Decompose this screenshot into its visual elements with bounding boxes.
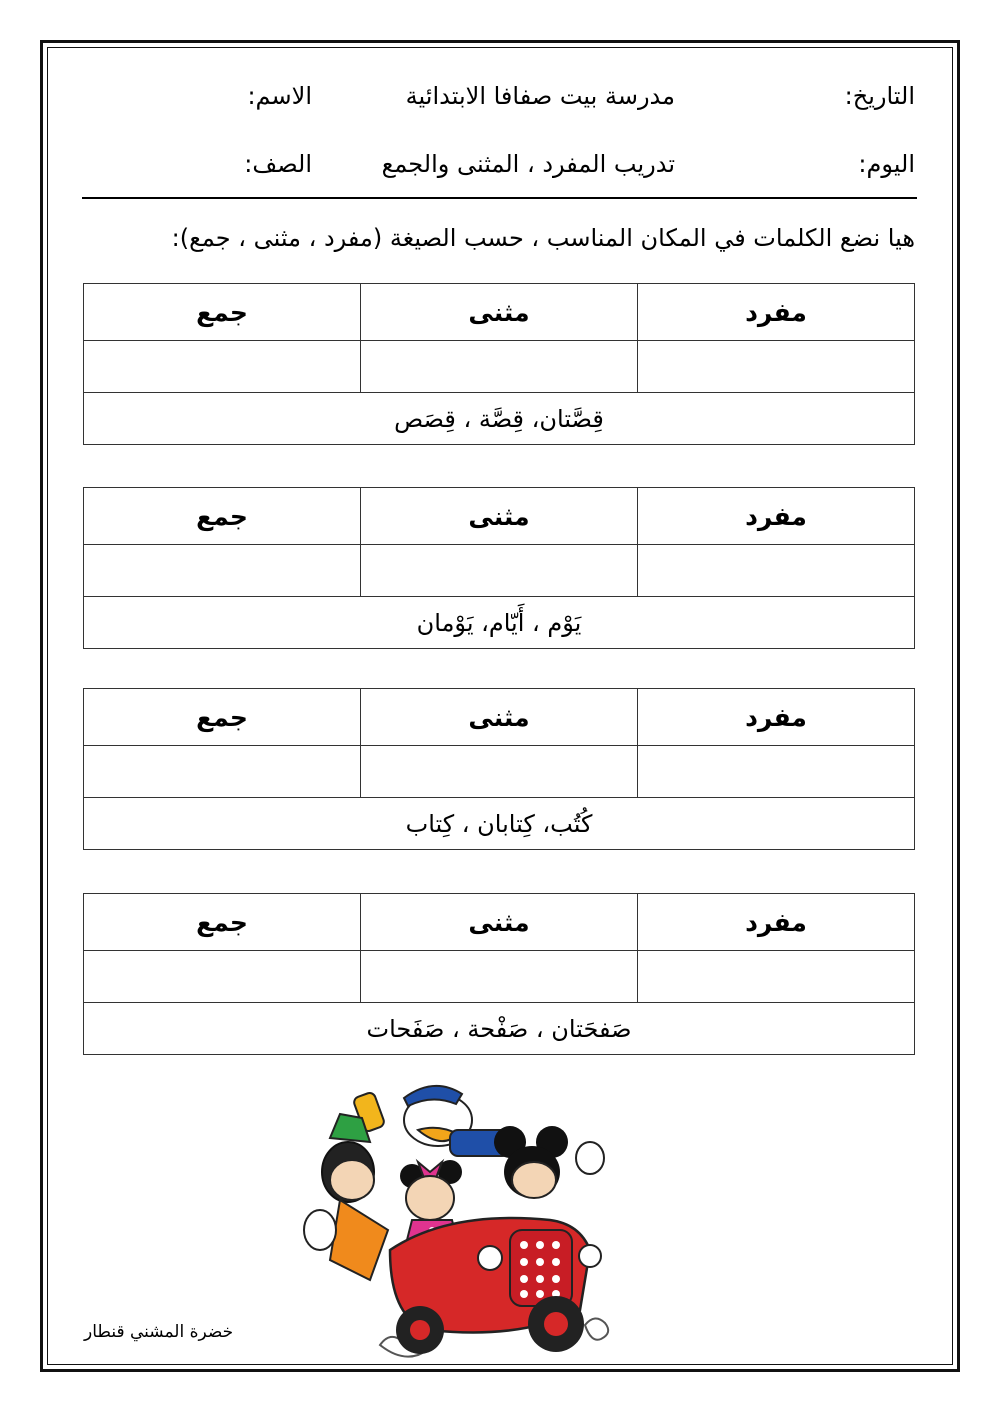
exercise-table-4 [83,893,915,1055]
word-bank: يَوْم ، أَيّام، يَوْمان [84,597,915,649]
answer-cell-plural[interactable] [84,545,361,597]
word-bank: صَفحَتان ، صَفْحة ، صَفَحات [84,1003,915,1055]
col-header-plural: جمع [84,689,361,746]
answer-cell-dual[interactable] [361,746,638,798]
answer-cell-dual[interactable] [361,341,638,393]
answer-cell-singular[interactable] [638,746,915,798]
answer-cell-plural[interactable] [84,746,361,798]
day-label: اليوم: [858,150,915,178]
name-label: الاسم: [247,82,312,110]
col-header-singular: مفرد [638,488,915,545]
header-divider [82,197,917,199]
col-header-dual: مثنى [361,689,638,746]
col-header-dual: مثنى [361,488,638,545]
exercise-table-2 [83,487,915,649]
answer-cell-dual[interactable] [361,951,638,1003]
answer-cell-dual[interactable] [361,545,638,597]
col-header-singular: مفرد [638,894,915,951]
date-label: التاريخ: [844,82,915,110]
class-label: الصف: [244,150,312,178]
instruction-text: هيا نضع الكلمات في المكان المناسب ، حسب الصيغة (مفرد ، مثنى ، جمع): [171,224,915,252]
col-header-dual: مثنى [361,894,638,951]
word-bank: كُتُب، كِتابان ، كِتاب [84,798,915,850]
col-header-plural: جمع [84,284,361,341]
answer-cell-plural[interactable] [84,951,361,1003]
lesson-title: تدريب المفرد ، المثنى والجمع [381,150,675,178]
answer-cell-singular[interactable] [638,341,915,393]
answer-cell-singular[interactable] [638,545,915,597]
col-header-plural: جمع [84,488,361,545]
answer-cell-plural[interactable] [84,341,361,393]
exercise-table-3 [83,688,915,850]
word-bank: قِصَّتان، قِصَّة ، قِصَص [84,393,915,445]
exercise-table-1 [83,283,915,445]
col-header-dual: مثنى [361,284,638,341]
col-header-singular: مفرد [638,689,915,746]
author-credit: خضرة المشني قنطار [84,1322,234,1342]
col-header-singular: مفرد [638,284,915,341]
school-name: مدرسة بيت صفافا الابتدائية [405,82,675,110]
cartoon-car-illustration [300,1080,620,1360]
answer-cell-singular[interactable] [638,951,915,1003]
col-header-plural: جمع [84,894,361,951]
